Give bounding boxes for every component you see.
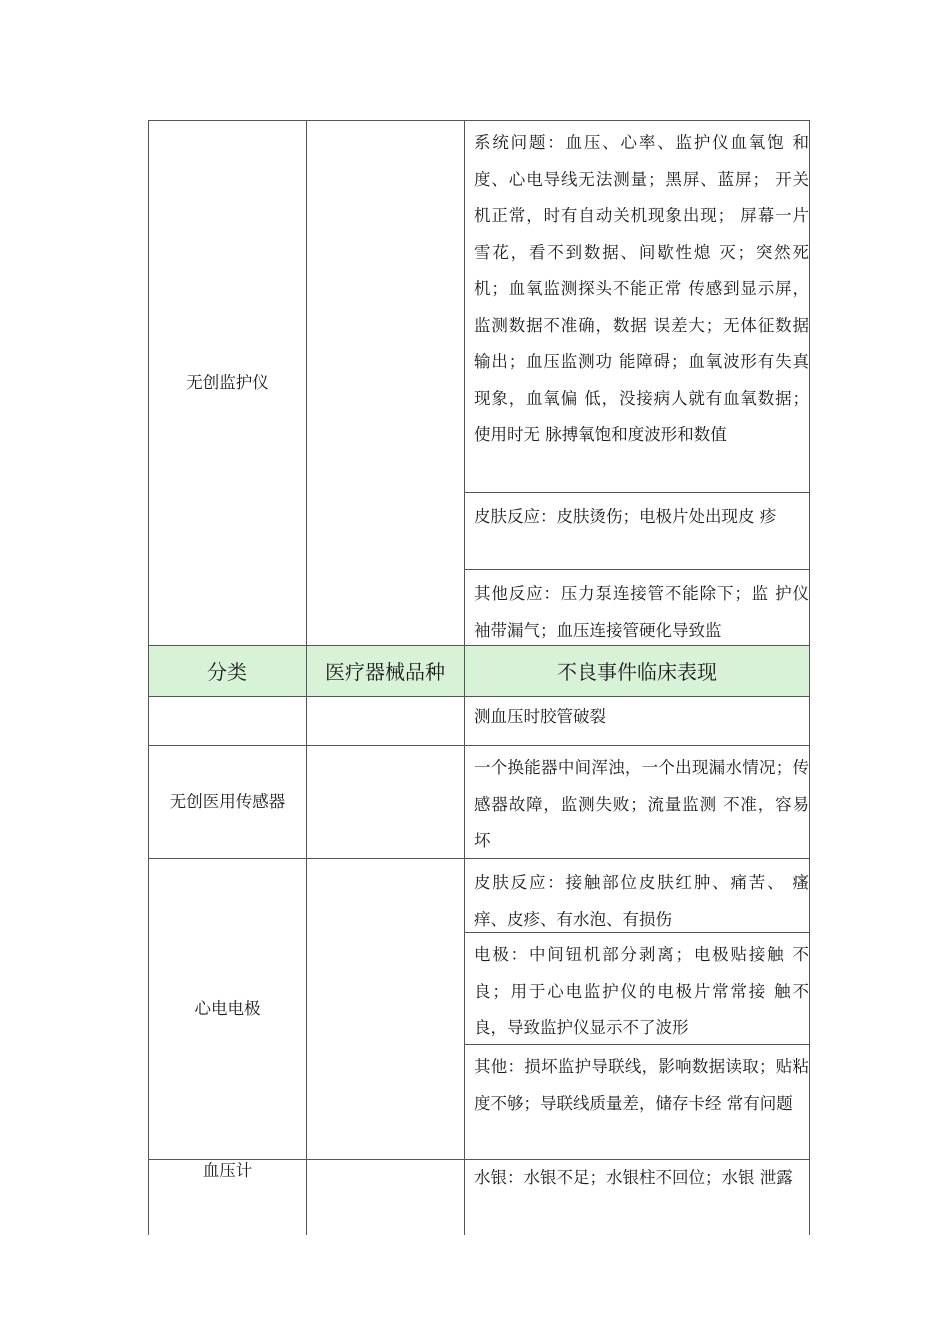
category-cell: 血压计 [202, 1161, 253, 1180]
header-category: 分类 [207, 660, 247, 684]
symptom-cell: 系统问题：血压、心率、监护仪血氧饱 和度、心电导线无法测量；黑屏、蓝屏； 开关机正常，时有自动关机现象出现； 屏幕一片雪花，看不到数据、间歇性熄 灭；突然死机；血氧监测探头不能正常 传感到显示屏，监测数据不准确，数据 误差大；无体征数据输出；血压监测功 能障碍；血氧波形有失真现象，血氧偏 低，没接病人就有血氧数据；使用时无 脉搏氧饱和度波形和数值 [474, 133, 809, 444]
table-divider-1 [306, 120, 307, 1235]
category-cell: 无创监护仪 [186, 372, 269, 392]
category-cell: 心电电极 [194, 998, 261, 1018]
symptom-cell: 皮肤反应：接触部位皮肤红肿、痛苦、 瘙痒、皮疹、有水泡、有损伤 [474, 873, 809, 929]
symptom-cell: 皮肤反应：皮肤烫伤；电极片处出现皮 疹 [474, 507, 777, 526]
header-clinical-manifestation: 不良事件临床表现 [557, 660, 717, 684]
category-cell: 无创医用传感器 [169, 791, 286, 811]
symptom-cell: 一个换能器中间浑浊，一个出现漏水情况；传感器故障，监测失败；流量监测 不准，容易坏 [474, 758, 809, 850]
symptom-cell: 水银：水银不足；水银柱不回位；水银 泄露 [474, 1168, 793, 1187]
symptom-cell: 电极：中间钮机部分剥离；电极贴接触 不良；用于心电监护仪的电极片常常接 触不良，导致监护仪显示不了波形 [474, 945, 809, 1037]
table-border-right [809, 120, 810, 1235]
symptom-cell: 其他反应：压力泵连接管不能除下；监 护仪袖带漏气；血压连接管硬化导致监 [474, 584, 809, 640]
symptom-cell: 其他：损坏监护导联线，影响数据读取；贴粘度不够；导联线质量差，储存卡经 常有问题 [474, 1057, 809, 1113]
symptom-cell: 测血压时胶管破裂 [474, 707, 606, 726]
header-device-type: 医疗器械品种 [325, 660, 445, 684]
